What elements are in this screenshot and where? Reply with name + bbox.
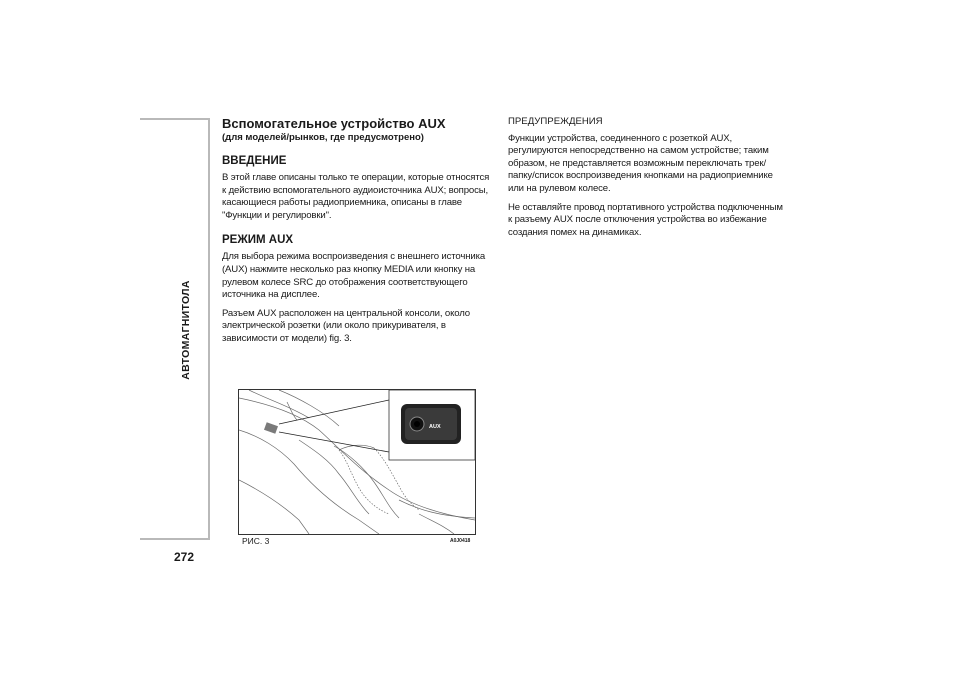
page-title: Вспомогательное устройство AUX xyxy=(222,116,446,131)
right-column xyxy=(508,116,788,245)
left-column xyxy=(222,116,494,352)
aux-jack-label: AUX xyxy=(429,424,441,430)
warning-paragraph-1: Функции устройства, соединенного с розеткой AUX, регулируются непосредственно на самом устройстве; таким образом, не представляется возможным переключать трек/папку/список воспроизведения кнопками на радиоприемнике или на рулевом колесе. xyxy=(508,132,773,194)
page-subtitle: (для моделей/рынков, где предусмотрено) xyxy=(222,132,424,143)
margin-frame-side xyxy=(208,118,210,540)
warning-title: ПРЕДУПРЕЖДЕНИЯ xyxy=(508,116,603,127)
console-illustration xyxy=(239,390,475,534)
mode-heading: РЕЖИМ AUX xyxy=(222,234,294,247)
section-label: АВТОМАГНИТОЛА xyxy=(180,280,192,380)
console-figure xyxy=(238,389,476,535)
page-number: 272 xyxy=(174,550,195,564)
warning-paragraph-2: Не оставляйте провод портативного устройства подключенным к разъему AUX после отключения устройства во избежание создания помех на динамиках. xyxy=(508,201,783,238)
margin-frame-top xyxy=(140,118,210,120)
intro-heading: ВВЕДЕНИЕ xyxy=(222,155,287,167)
margin-frame-bottom xyxy=(140,538,210,540)
mode-paragraph-1: Для выбора режима воспроизведения с внешнего источника (AUX) нажмите несколько раз кнопку MEDIA или кнопку на рулевом колесе SRC до отображения соответствующего источника на дисплее. xyxy=(222,251,486,301)
intro-paragraph: В этой главе описаны только те операции, которые относятся к действию вспомогательного аудиоисточника AUX; вопросы, касающиеся работы радиоприемника, описаны в главе "Функции и регулировки". xyxy=(222,172,490,221)
mode-paragraph-2: Разъем AUX расположен на центральной консоли, около электрической розетки (или около прикуривателя, в зависимости от модели) fig. 3. xyxy=(222,307,470,344)
figure-caption: РИС. 3 xyxy=(242,536,270,546)
figure-code: A0J0418 xyxy=(450,538,471,544)
